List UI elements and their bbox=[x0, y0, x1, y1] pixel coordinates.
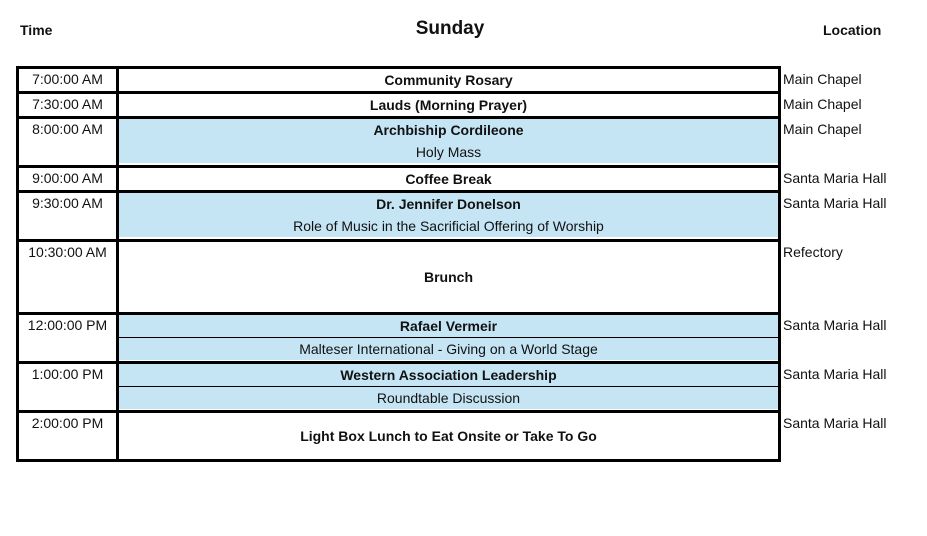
time-cell: 7:00:00 AM bbox=[19, 69, 119, 91]
event-cell bbox=[119, 315, 778, 361]
event-title: Archbiship Cordileone bbox=[119, 119, 778, 141]
event-cell bbox=[119, 119, 778, 165]
schedule-row bbox=[16, 116, 781, 165]
location-cell: Main Chapel bbox=[783, 96, 862, 112]
event-title: Community Rosary bbox=[384, 72, 513, 88]
schedule-table bbox=[16, 66, 781, 462]
time-cell: 7:30:00 AM bbox=[19, 94, 119, 116]
schedule-row bbox=[16, 312, 781, 361]
event-title: Rafael Vermeir bbox=[119, 315, 778, 337]
event-title: Lauds (Morning Prayer) bbox=[369, 97, 528, 113]
schedule-row bbox=[16, 165, 781, 190]
event-title: Western Association Leadership bbox=[119, 364, 778, 386]
event-cell bbox=[119, 364, 778, 410]
schedule-row bbox=[16, 361, 781, 410]
event-cell bbox=[119, 69, 778, 91]
event-cell bbox=[119, 94, 778, 116]
location-cell: Santa Maria Hall bbox=[783, 170, 887, 186]
location-cell: Santa Maria Hall bbox=[783, 195, 887, 211]
event-cell bbox=[119, 413, 778, 459]
event-cell bbox=[119, 193, 778, 239]
location-cell: Santa Maria Hall bbox=[783, 415, 887, 431]
event-cell bbox=[119, 168, 778, 190]
time-cell: 2:00:00 PM bbox=[19, 413, 119, 459]
event-subtitle: Roundtable Discussion bbox=[119, 386, 778, 409]
time-cell: 10:30:00 AM bbox=[19, 242, 119, 312]
location-cell: Santa Maria Hall bbox=[783, 317, 887, 333]
location-cell: Santa Maria Hall bbox=[783, 366, 887, 382]
location-column-header: Location bbox=[823, 22, 882, 38]
schedule-row bbox=[16, 239, 781, 312]
location-cell: Main Chapel bbox=[783, 71, 862, 87]
location-cell: Main Chapel bbox=[783, 121, 862, 137]
location-cell: Refectory bbox=[783, 244, 843, 260]
time-column-header: Time bbox=[20, 22, 53, 38]
time-cell: 12:00:00 PM bbox=[19, 315, 119, 361]
schedule-row bbox=[16, 410, 781, 462]
day-title: Sunday bbox=[415, 18, 485, 39]
event-title: Light Box Lunch to Eat Onsite or Take To Go bbox=[300, 428, 597, 444]
schedule-row bbox=[16, 66, 781, 91]
event-subtitle: Role of Music in the Sacrificial Offering of Worship bbox=[119, 215, 778, 237]
event-title: Brunch bbox=[424, 269, 473, 285]
time-cell: 9:00:00 AM bbox=[19, 168, 119, 190]
event-subtitle: Holy Mass bbox=[119, 141, 778, 163]
schedule-row bbox=[16, 91, 781, 116]
time-cell: 8:00:00 AM bbox=[19, 119, 119, 165]
schedule-row bbox=[16, 190, 781, 239]
time-cell: 9:30:00 AM bbox=[19, 193, 119, 239]
time-cell: 1:00:00 PM bbox=[19, 364, 119, 410]
event-title: Dr. Jennifer Donelson bbox=[119, 193, 778, 215]
event-title: Coffee Break bbox=[405, 171, 492, 187]
event-subtitle: Malteser International - Giving on a World Stage bbox=[119, 337, 778, 360]
event-cell bbox=[119, 242, 778, 312]
